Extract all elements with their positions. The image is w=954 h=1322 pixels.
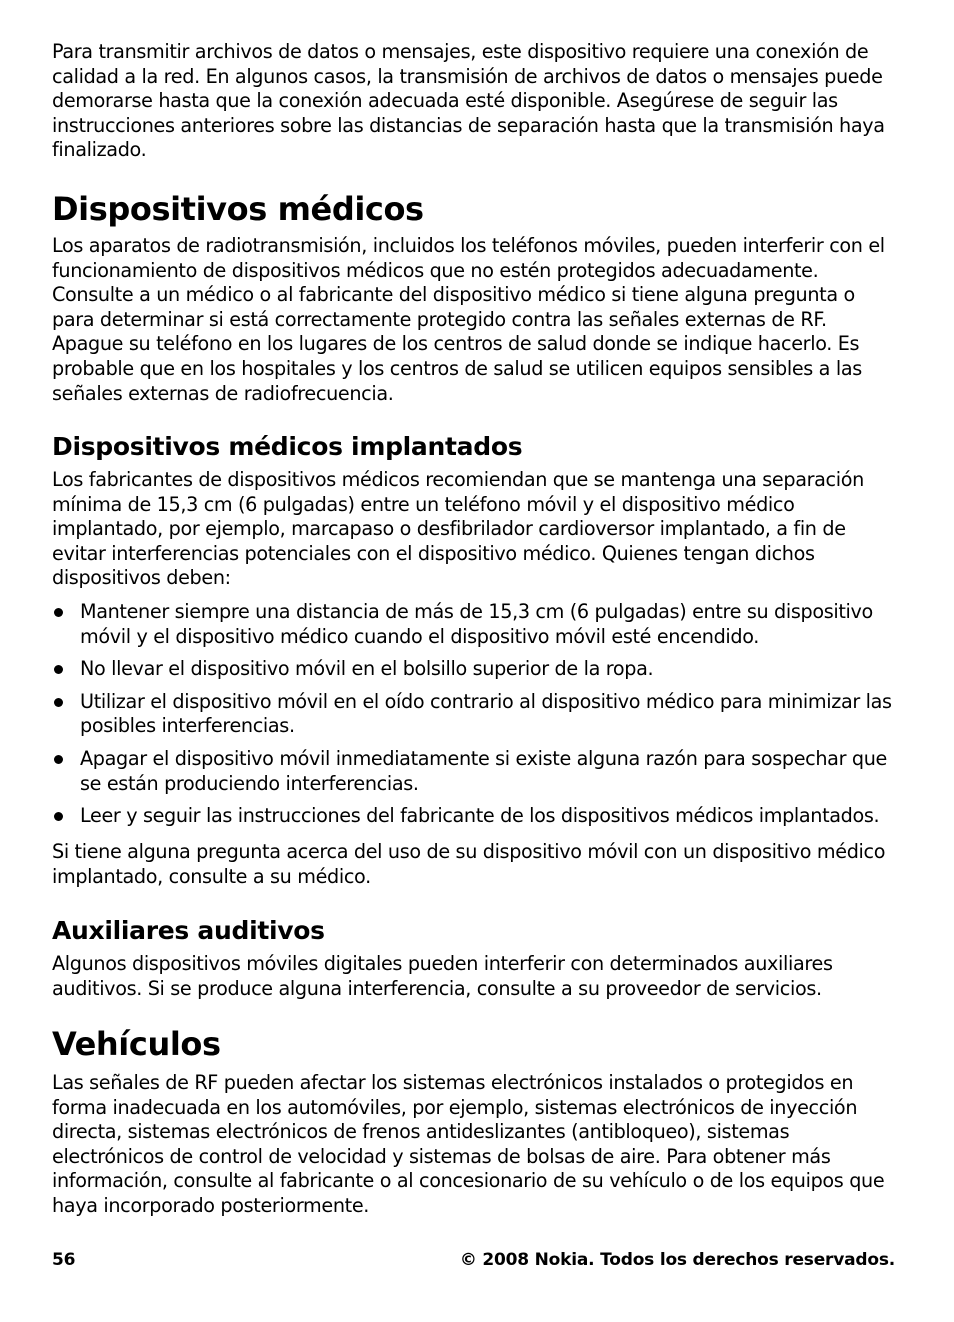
list-item-text: Mantener siempre una distancia de más de 15,3 cm (6 pulgadas) entre su dispositivo móvil y el dispositivo médico cuando el dispositivo móvil esté encendido. (80, 600, 873, 648)
list-item (52, 690, 898, 739)
list-item (52, 804, 898, 829)
medical-devices-paragraph: Los aparatos de radiotransmisión, incluidos los teléfonos móviles, pueden interferir con el funcionamiento de dispositivos médicos que no estén protegidos adecuadamente. Consulte a un médico o al fabricante del dispositivo médico si tiene alguna pregunta o para determinar si está correctamente protegido contra las señales externas de RF. Apague su teléfono en los lugares de los centros de salud donde se indique hacerlo. Es probable que en los hospitales y los centros de salud se utilicen equipos sensibles a las señales externas de radiofrecuencia. (52, 234, 885, 405)
list-item-text: Utilizar el dispositivo móvil en el oído contrario al dispositivo médico para minimizar las posibles interferencias. (80, 689, 892, 738)
implanted-recommendations-list (52, 600, 898, 829)
list-item (52, 657, 898, 682)
heading-vehicles: Vehículos (52, 1025, 221, 1063)
copyright-notice: © 2008 Nokia. Todos los derechos reservados. (459, 1250, 895, 1270)
bullet-icon (54, 608, 63, 617)
vehicles-paragraph: Las señales de RF pueden afectar los sistemas electrónicos instalados o protegidos en forma inadecuada en los automóviles, por ejemplo, sistemas electrónicos de inyección directa, sistemas electrónicos de frenos antideslizantes (antibloqueo), sistemas electrónicos de control de velocidad y sistemas de bolsas de aire. Para obtener más información, consulte al fabricante o al concesionario de su vehículo o de los equipos que haya incorporado posteriormente. (52, 1071, 885, 1217)
page-number: 56 (52, 1250, 76, 1270)
hearing-aids-paragraph: Algunos dispositivos móviles digitales pueden interferir con determinados auxiliares auditivos. Si se produce alguna interferencia, consulte a su proveedor de servicios. (52, 952, 833, 1000)
list-item (52, 600, 898, 649)
intro-paragraph: Para transmitir archivos de datos o mensajes, este dispositivo requiere una conexión de calidad a la red. En algunos casos, la transmisión de archivos de datos o mensajes puede demorarse hasta que la conexión adecuada esté disponible. Asegúrese de seguir las instrucciones anteriores sobre las distancias de separación hasta que la transmisión haya finalizado. (52, 40, 885, 162)
list-item-text: No llevar el dispositivo móvil en el bolsillo superior de la ropa. (80, 657, 654, 681)
heading-implanted-devices: Dispositivos médicos implantados (52, 432, 523, 461)
heading-medical-devices: Dispositivos médicos (52, 190, 424, 228)
bullet-icon (54, 665, 63, 674)
list-item (52, 747, 898, 796)
heading-hearing-aids: Auxiliares auditivos (52, 916, 325, 945)
bullet-icon (54, 812, 63, 821)
bullet-icon (54, 755, 63, 764)
implanted-devices-paragraph: Los fabricantes de dispositivos médicos recomiendan que se mantenga una separación mínima de 15,3 cm (6 pulgadas) entre un teléfono móvil y el dispositivo médico implantado, por ejemplo, marcapaso o desfibrilador cardioversor implantado, a fin de evitar interferencias potenciales con el dispositivo médico. Quienes tengan dichos dispositivos deben: (52, 468, 864, 590)
bullet-icon (54, 698, 63, 707)
list-item-text: Apagar el dispositivo móvil inmediatamente si existe alguna razón para sospechar que se están produciendo interferencias. (80, 746, 887, 795)
list-item-text: Leer y seguir las instrucciones del fabricante de los dispositivos médicos implantados. (80, 804, 880, 828)
implanted-closing-paragraph: Si tiene alguna pregunta acerca del uso de su dispositivo móvil con un dispositivo médico implantado, consulte a su médico. (52, 840, 886, 888)
